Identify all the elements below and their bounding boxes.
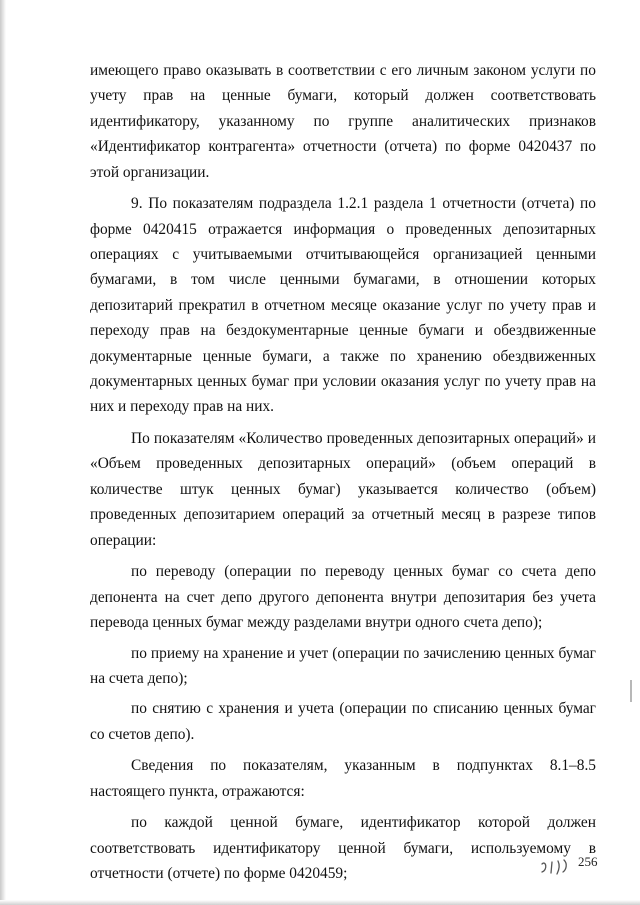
list-item-acceptance: по приему на хранение и учет (операции по зачислению ценных бумаг на счета депо);: [90, 644, 596, 687]
scan-edge-bottom: [0, 900, 640, 905]
document-body: [90, 58, 596, 893]
list-item-each-security: по каждой ценной бумаге, идентификатор которой должен соответствовать идентификатору ценной бумаги, используемому в отчетности (отчете) по форме 0420459;: [90, 814, 596, 883]
paragraph-indicators: По показателям «Количество проведенных депозитарных операций» и «Объем проведенных депозитарных операций» (объем операций в количестве штук ценных бумаг) указывается количество (объем) проведенных депозитарием операций за отчетный месяц в разрезе типов операции:: [90, 430, 596, 549]
list-item-withdrawal: по снятию с хранения и учета (операции по списанию ценных бумаг со счетов депо).: [90, 700, 596, 743]
paragraph-item-9: 9. По показателям подраздела 1.2.1 раздела 1 отчетности (отчета) по форме 0420415 отражается информация о проведенных депозитарных операциях с учитываемыми отчитывающейся организацией ценными бумагами, в том числе ценными бумагами, в отношении которых депозитарий прекратил в отчетном месяце оказание услуг по учету прав и переходу прав на бездокументарные ценные бумаги и обездвиженные документарные ценные бумаги, а также по хранению обездвиженных документарных ценных бумаг при условии оказания услуг по учету прав на них и переходу прав на них.: [90, 195, 596, 416]
scan-artifact: [630, 680, 632, 702]
handwritten-mark: [538, 856, 582, 878]
paragraph-subclauses: Сведения по показателям, указанным в подпунктах 8.1–8.5 настоящего пункта, отражаются:: [90, 757, 596, 800]
list-item-transfer: по переводу (операции по переводу ценных бумаг со счета депо депонента на счет депо другого депонента внутри депозитария без учета перевода ценных бумаг между разделами внутри одного счета депо);: [90, 563, 596, 632]
page-number: 256: [578, 854, 598, 869]
paragraph-continuation: имеющего право оказывать в соответствии с его личным законом услуги по учету прав на ценные бумаги, который должен соответствовать идентификатору, указанному по группе аналитических признаков «Идентификатор контрагента» отчетности (отчета) по форме 0420437 по этой организации.: [90, 62, 596, 181]
scan-edge-left: [0, 0, 6, 905]
